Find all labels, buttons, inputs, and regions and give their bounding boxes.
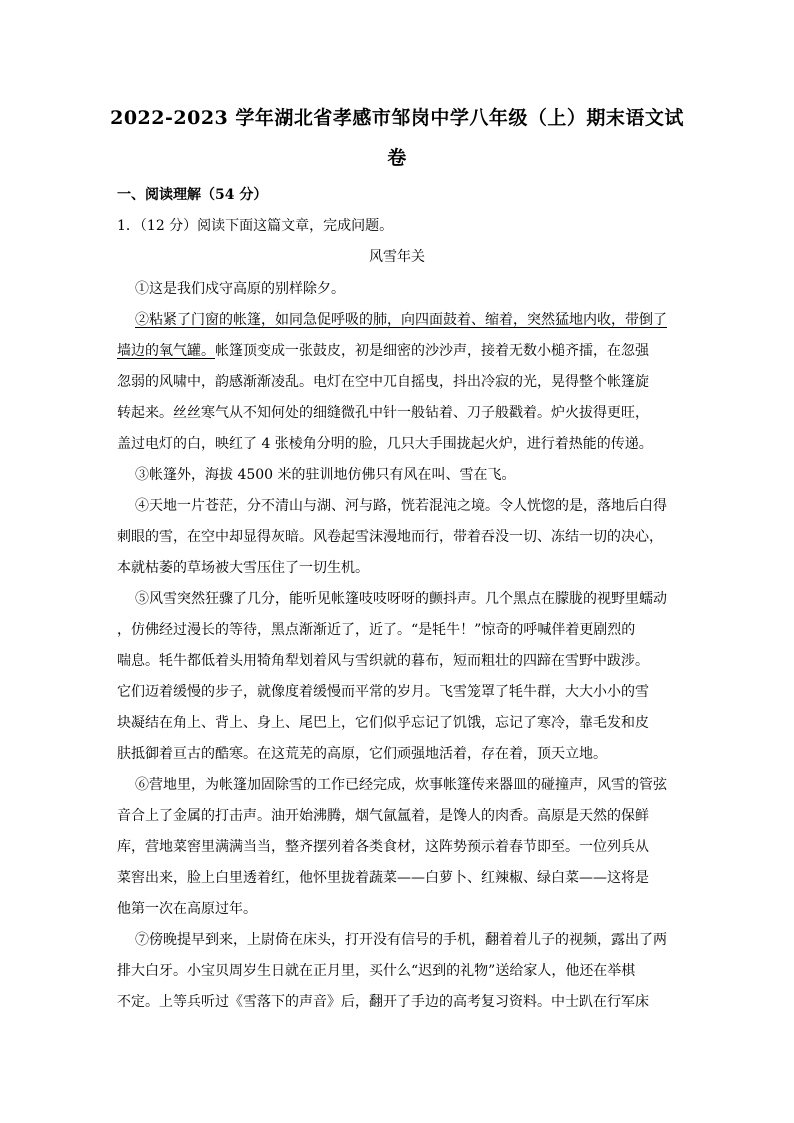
document-title-line-2: 卷 <box>387 147 407 169</box>
underlined-phrase: 墙边的氧气罐。 <box>117 343 215 359</box>
paragraph-line: 盖过电灯的白，映红了 4 张棱角分明的脸，几只大手围拢起火炉，进行着热能的传递。 <box>117 436 653 452</box>
paragraph-line <box>117 340 649 362</box>
paragraph-line: 忽弱的风啸中，韵感渐渐凌乱。电灯在空中兀自摇曳，抖出冷寂的光，晃得整个帐篷旋 <box>117 374 649 390</box>
paragraph-line: 它们迈着缓慢的步子，就像度着缓慢而平常的岁月。飞雪笼罩了牦牛群，大大小小的雪 <box>117 684 649 700</box>
paragraph-line: 不定。上等兵听过《雪落下的声音》后，翻开了手边的高考复习资料。中士趴在行军床 <box>117 994 649 1010</box>
paragraph-line: 喘息。牦牛都低着头用犄角犁划着风与雪织就的暮布，短而粗壮的四蹄在雪野中跋涉。 <box>117 653 649 669</box>
paragraph-line: ⑤风雪突然狂骤了几分，能听见帐篷吱吱呀呀的颤抖声。几个黑点在朦胧的视野里蠕动 <box>135 591 667 607</box>
paragraph-line: 转起来。丝丝寒气从不知何处的细缝微孔中针一般钻着、刀子般戳着。炉火拔得更旺， <box>117 405 649 421</box>
document-title-line-1: 2022-2023 学年湖北省孝感市邹岗中学八年级（上）期末语文试 <box>110 107 684 129</box>
question-intro: 1．（12 分）阅读下面这篇文章，完成问题。 <box>117 218 394 234</box>
paragraph-line: 菜窖出来，脸上白里透着红，他怀里拢着蔬菜——白萝卜、红辣椒、绿白菜——这将是 <box>117 870 649 886</box>
paragraph-line: 音合上了金属的打击声。油开始沸腾，烟气氤氲着，是馋人的肉香。高原是天然的保鲜 <box>117 808 649 824</box>
line-remainder: 帐篷顶变成一张鼓皮，初是细密的沙沙声，接着无数小槌齐擂，在忽强 <box>215 343 649 359</box>
paragraph-line: 刺眼的雪，在空中却显得灰暗。风卷起雪沫漫地而行，带着吞没一切、冻结一切的决心， <box>117 529 663 545</box>
paragraph-line: 本就枯萎的草场被大雪压住了一切生机。 <box>117 560 369 576</box>
paragraph-line: 块凝结在角上、背上、身上、尾巴上，它们似乎忘记了饥饿，忘记了寒冷，靠毛发和皮 <box>117 715 649 731</box>
section-heading: 一、阅读理解（54 分） <box>117 187 268 203</box>
paragraph-line: ⑥营地里，为帐篷加固除雪的工作已经完成，炊事帐篷传来器皿的碰撞声，风雪的管弦 <box>135 777 667 793</box>
paragraph-line: 库，营地菜窖里满满当当，整齐摆列着各类食材，这阵势预示着春节即至。一位列兵从 <box>117 839 649 855</box>
paragraph-line: ④天地一片苍茫，分不清山与湖、河与路，恍若混沌之境。令人恍惚的是，落地后白得 <box>135 498 667 514</box>
paragraph-line: ③帐篷外，海拔 4500 米的驻训地仿佛只有风在叫、雪在飞。 <box>135 467 516 483</box>
paragraph-line: 肤抵御着亘古的酷寒。在这荒芜的高原，它们顽强地活着，存在着，顶天立地。 <box>117 746 607 762</box>
paragraph-line: 他第一次在高原过年。 <box>117 901 257 917</box>
paragraph-line: ②粘紧了门窗的帐篷，如同急促呼吸的肺，向四面鼓着、缩着，突然猛地内收，带倒了 <box>135 312 667 328</box>
paragraph-line: ，仿佛经过漫长的等待，黑点渐渐近了，近了。“是牦牛！”惊奇的呼喊伴着更剧烈的 <box>117 622 636 638</box>
paragraph-line: 排大白牙。小宝贝周岁生日就在正月里，买什么“迟到的礼物”送给家人，他还在举棋 <box>117 963 636 979</box>
article-title: 风雪年关 <box>369 249 425 265</box>
paragraph-line: ⑦傍晚提早到来，上尉倚在床头，打开没有信号的手机，翻着着儿子的视频，露出了两 <box>135 932 667 948</box>
paragraph-line: ①这是我们戍守高原的别样除夕。 <box>135 281 345 297</box>
